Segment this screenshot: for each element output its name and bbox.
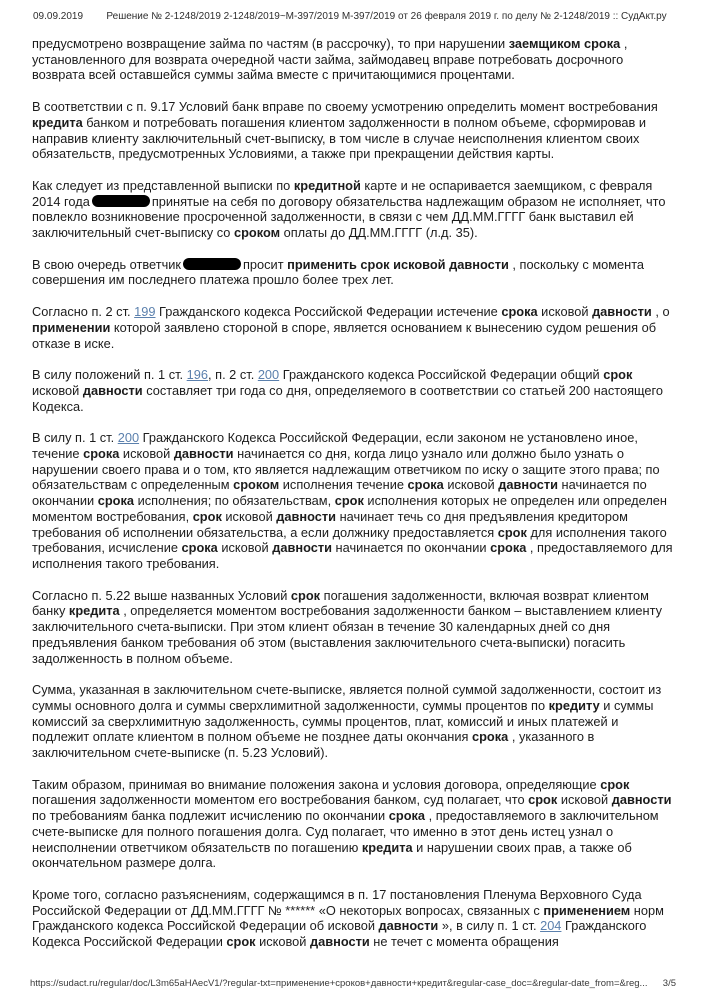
text-run: , определяется моментом востребования задолженности банком – выставлением клиенту заключительного счета-выписки. При этом клиент обязан в течение 30 календарных дней со дня предъявления банком требования об этом (выставления заключительного счета-выписки) погасить задолженность в полном объеме. xyxy=(32,603,662,666)
text-run: начинается со дня, когда лицо узнало или должно было узнать о нарушении своего права и о том, кто является надлежащим ответчиком по иску о защите этого права; по обязательствам с определенным xyxy=(32,446,660,493)
text-run: исковой xyxy=(537,304,593,320)
text-run: составляет три года со дня, определяемого в соответствии со статьей 200 настоящего Кодекса. xyxy=(32,382,664,414)
statute-link-204[interactable]: 204 xyxy=(540,918,562,934)
text-run: исковой xyxy=(32,382,83,398)
text-run: по требованиям банка подлежит исчислению по окончании xyxy=(32,808,389,824)
highlighted-term: давности xyxy=(272,540,332,556)
text-run: , п. 2 ст. xyxy=(208,367,258,383)
highlighted-term: сроком xyxy=(233,477,280,493)
text-run: , предоставляемого в заключительном счете-выписке для полного погашения долга. Суд полагает, что именно в этот день истец узнал о неисполнении ответчиком обязательств по погашению xyxy=(32,808,659,855)
text-run: Согласно п. 2 ст. xyxy=(32,304,135,320)
text-run: В соответствии с п. 9.17 Условий банк вправе по своему усмотрению определить момент востребования xyxy=(32,99,658,115)
text-run: и нарушении своих прав, а также об окончательном размере долга. xyxy=(32,839,632,871)
text-run: и суммы комиссий за сверхлимитную задолженность, суммы процентов, плат, комиссий и иных платежей и подлежит оплате клиентом в полном объеме не позднее даты окончания xyxy=(32,697,654,745)
text-run: Согласно п. 5.22 выше названных Условий xyxy=(32,587,291,603)
text-run: для исполнения такого требования, исчисление xyxy=(32,524,667,556)
text-run: погашения задолженности моментом его востребования банком, суд полагает, что xyxy=(32,792,529,808)
paragraph xyxy=(32,588,677,667)
text-run: В силу положений п. 1 ст. xyxy=(32,367,187,383)
text-run: Гражданского кодекса Российской Федерации истечение xyxy=(155,304,502,320)
highlighted-term: заемщиком срока xyxy=(508,36,621,51)
text-run: начинается по окончании xyxy=(32,477,647,509)
text-run: Как следует из представленной выписки по xyxy=(32,177,294,193)
highlighted-term: срок xyxy=(334,493,364,509)
text-run: предусмотрено возвращение займа по частям (в рассрочку), то при нарушении xyxy=(32,36,509,51)
highlighted-term: срок xyxy=(497,524,527,540)
text-run: норм Гражданского кодекса Российской Федерации об исковой xyxy=(32,902,664,934)
highlighted-term: давности xyxy=(611,792,672,808)
page-title: Решение № 2-1248/2019 2-1248/2019~М-397/2019 М-397/2019 от 26 февраля 2019 г. по делу № 2-1248/2019 :: СудАкт.ру xyxy=(106,11,667,22)
highlighted-term: давности xyxy=(173,446,234,462)
paragraph xyxy=(32,430,677,571)
text-run: которой заявлено стороной в споре, является основанием к вынесению судом решения об отказе в иске. xyxy=(32,319,657,351)
paragraph xyxy=(32,99,677,162)
text-run: , установленного для возврата очередной части займа, займодавец вправе потребовать досрочного возврата всей оставшейся суммы займа вместе с причитающимися процентами. xyxy=(32,36,628,83)
text-run: , о xyxy=(651,304,670,320)
highlighted-term: кредита xyxy=(361,839,413,855)
highlighted-term: срок xyxy=(226,934,256,950)
highlighted-term: применении xyxy=(32,319,111,335)
text-run: не течет с момента обращения xyxy=(369,934,559,950)
paragraph xyxy=(32,304,677,351)
text-run: исковой xyxy=(119,446,174,462)
text-run: исковой xyxy=(557,792,612,808)
paragraph xyxy=(32,682,677,761)
highlighted-term: срока xyxy=(501,304,538,320)
text-run: В свою очередь ответчик xyxy=(32,256,181,272)
highlighted-term: срока xyxy=(83,446,120,462)
text-run: начинает течь со дня предъявления кредитором требования об исполнении обязательства, а если должнику предоставляется xyxy=(32,508,628,540)
text-run: Кроме того, согласно разъяснениям, содержащимся в п. 17 постановления Пленума Верховного Суда Российской Федерации от ДД.ММ.ГГГГ № ****** «О некоторых вопросах, связанных с xyxy=(32,886,642,918)
highlighted-term: давности xyxy=(498,477,558,493)
paragraph xyxy=(32,367,677,414)
text-run: Гражданского Кодекса Российской Федерации, если законом не установлено иное, течение xyxy=(32,430,638,462)
text-run: погашения задолженности, включая возврат клиентом банку xyxy=(32,587,649,619)
highlighted-term: срок xyxy=(600,776,630,792)
text-run: исполнения течение xyxy=(279,477,408,493)
text-run: Гражданского кодекса Российской Федерации общий xyxy=(279,367,604,383)
highlighted-term: срока xyxy=(490,540,527,556)
highlighted-term: кредита xyxy=(68,603,120,619)
redaction-box xyxy=(183,258,241,270)
text-run: исковой xyxy=(255,934,310,950)
highlighted-term: применить срок исковой давности xyxy=(287,256,509,272)
statute-link-196[interactable]: 196 xyxy=(186,367,209,383)
highlighted-term: срока xyxy=(472,729,509,745)
text-run: В силу п. 1 ст. xyxy=(32,430,118,446)
paragraph xyxy=(32,257,677,288)
text-run: , указанного в заключительном счете-выписке (п. 5.23 Условий). xyxy=(32,729,595,761)
highlighted-term: давности xyxy=(82,382,143,398)
text-run: исполнения которых не определен или определен моментом востребования, xyxy=(32,493,667,524)
text-run: просит xyxy=(243,256,288,272)
text-run: исковой xyxy=(221,508,277,524)
paragraph xyxy=(32,36,677,83)
print-header xyxy=(33,11,676,22)
text-run: банком и потребовать погашения клиентом задолженности в полном объеме, сформировав и направив клиенту заключительный счет-выписку, в том числе в случае неисполнения клиентом своих обязательств, предусмотренных Условиями, а также при прекращении действия карты. xyxy=(32,114,647,162)
print-footer xyxy=(30,978,676,989)
highlighted-term: срока xyxy=(407,477,444,493)
paragraph xyxy=(32,777,677,871)
text-run: », в силу п. 1 ст. xyxy=(438,918,541,934)
text-run: Гражданского Кодекса Российской Федерации xyxy=(32,918,647,950)
highlighted-term: применением xyxy=(543,902,631,918)
highlighted-term: срока xyxy=(388,808,426,824)
highlighted-term: срока xyxy=(181,540,218,556)
text-run: принятые на себя по договору обязательства надлежащим образом не исполняет, что повлекло возникновение просроченной задолженности, в связи с чем ДД.ММ.ГГГГ банк выставил ей заключительный счет-выписку со xyxy=(32,193,666,241)
text-run: Сумма, указанная в заключительном счете-выписке, является полной суммой задолженности, состоит из суммы основного долга и суммы сверхлимитной задолженности, суммы процентов по xyxy=(32,682,662,713)
text-run: Таким образом, принимая во внимание положения закона и условия договора, определяющие xyxy=(32,776,601,792)
highlighted-term: кредиту xyxy=(548,697,600,713)
highlighted-term: давности xyxy=(592,304,652,320)
highlighted-term: срок xyxy=(528,792,558,808)
paragraph xyxy=(32,178,677,241)
text-run: исполнения; по обязательствам, xyxy=(134,493,335,509)
highlighted-term: сроком xyxy=(233,225,281,241)
highlighted-term: срока xyxy=(97,493,135,509)
text-run: , поскольку с момента совершения им последнего платежа прошло более трех лет. xyxy=(32,256,645,288)
highlighted-term: срок xyxy=(603,367,633,383)
text-run: исковой xyxy=(443,477,499,493)
redaction-box xyxy=(92,195,150,207)
text-run: оплаты до ДД.ММ.ГГГГ (л.д. 35). xyxy=(280,225,478,241)
statute-link-199[interactable]: 199 xyxy=(134,304,156,320)
paragraph xyxy=(32,887,677,950)
source-url: https://sudact.ru/regular/doc/L3m65aHAecV1/?regular-txt=применение+сроков+давности+кредит&regular-case_doc=&regular-date_from=&reg... xyxy=(30,978,648,989)
highlighted-term: давности xyxy=(378,918,439,934)
text-run: карте и не оспаривается заемщиком, с февраля 2014 года xyxy=(32,177,653,209)
statute-link-200[interactable]: 200 xyxy=(257,367,280,383)
highlighted-term: давности xyxy=(276,508,337,524)
highlighted-term: кредита xyxy=(32,114,83,130)
text-run: , предоставляемого для исполнения такого требования. xyxy=(32,540,673,571)
highlighted-term: кредитной xyxy=(293,177,361,193)
statute-link-200[interactable]: 200 xyxy=(117,430,140,446)
text-run: исковой xyxy=(217,540,273,556)
highlighted-term: срок xyxy=(192,508,222,524)
highlighted-term: срок xyxy=(290,587,321,603)
page-number: 3/5 xyxy=(662,978,676,989)
text-run: начинается по окончании xyxy=(331,540,491,556)
print-date: 09.09.2019 xyxy=(33,11,84,22)
highlighted-term: давности xyxy=(310,934,370,950)
document-body xyxy=(32,36,677,966)
